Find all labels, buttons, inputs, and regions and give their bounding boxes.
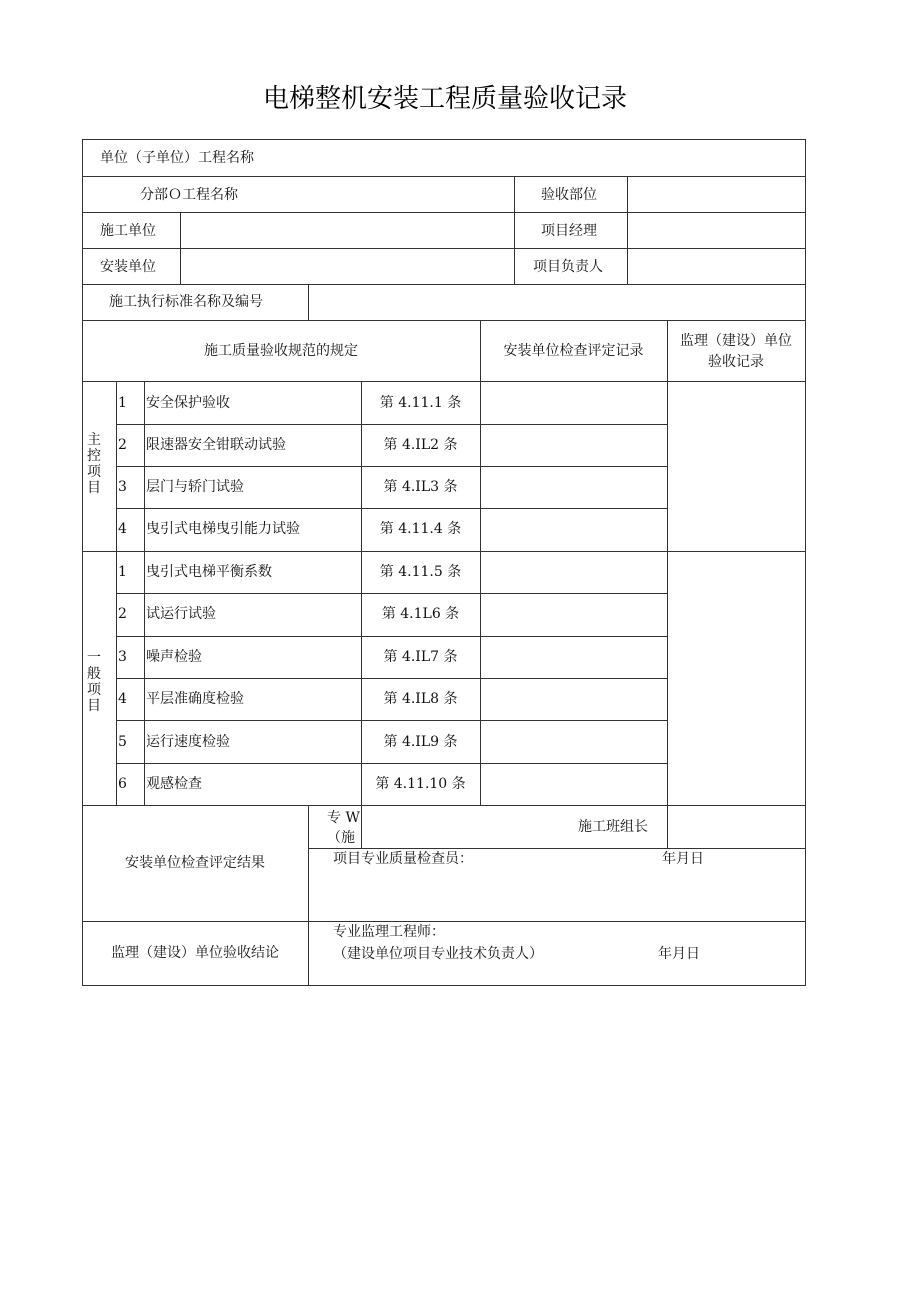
supervision-conclusion-label: 监理（建设）单位验收结论 [111, 945, 279, 961]
quality-inspector-label: 项目专业质量检查员： [333, 851, 473, 867]
prof-label-line2: （施 [327, 830, 355, 846]
sub-project-label: 分部Ｏ工程名称 [140, 187, 238, 203]
standard-label: 施工执行标准名称及编号 [109, 294, 263, 310]
acceptance-part-label: 验收部位 [541, 187, 597, 203]
item-num: 5 [118, 734, 127, 750]
item-clause: 第 4.11.10 条 [375, 776, 466, 792]
item-clause: 第 4.IL7 条 [383, 649, 458, 665]
unit-project-label: 单位（子单位）工程名称 [100, 150, 254, 166]
prof-label-line1: 专 W [327, 810, 360, 826]
item-name: 运行速度检验 [146, 734, 230, 750]
item-name: 试运行试验 [146, 606, 216, 622]
supervision-column-header-line2: 验收记录 [708, 354, 764, 370]
item-num: 2 [118, 606, 127, 622]
supervision-column-header-line1: 监理（建设）单位 [680, 333, 792, 349]
item-num: 3 [118, 479, 127, 495]
item-clause: 第 4.IL9 条 [383, 734, 458, 750]
team-leader-label: 施工班组长 [578, 819, 648, 835]
item-num: 4 [118, 521, 127, 537]
item-clause: 第 4.11.4 条 [379, 521, 462, 537]
item-clause: 第 4.IL8 条 [383, 691, 458, 707]
item-name: 安全保护验收 [146, 395, 230, 411]
item-name: 噪声检验 [146, 649, 202, 665]
result-date: 年月日 [662, 851, 704, 867]
item-num: 6 [118, 776, 127, 792]
main-control-group-label: 主 控 项 目 [87, 432, 101, 496]
item-clause: 第 4.11.1 条 [379, 395, 462, 411]
conclusion-date: 年月日 [658, 946, 700, 962]
item-name: 曳引式电梯曳引能力试验 [146, 521, 300, 537]
item-num: 4 [118, 691, 127, 707]
item-name: 限速器安全钳联动试验 [146, 437, 286, 453]
project-leader-label: 项目负责人 [533, 259, 603, 275]
item-name: 平层准确度检验 [146, 691, 244, 707]
item-num: 1 [118, 564, 127, 580]
item-clause: 第 4.IL2 条 [383, 437, 458, 453]
construction-unit-label: 施工单位 [100, 223, 156, 239]
project-manager-label: 项目经理 [541, 223, 597, 239]
item-clause: 第 4.IL3 条 [383, 479, 458, 495]
item-num: 2 [118, 437, 127, 453]
item-name: 层门与轿门试验 [146, 479, 244, 495]
page-title: 电梯整机安装工程质量验收记录 [262, 84, 627, 114]
install-result-label: 安装单位检查评定结果 [125, 855, 265, 871]
spec-column-header: 施工质量验收规范的规定 [204, 343, 358, 359]
install-check-column-header: 安装单位检查评定记录 [503, 343, 644, 359]
item-name: 观感检查 [146, 776, 202, 792]
item-num: 1 [118, 395, 127, 411]
supervision-engineer-label: 专业监理工程师： [333, 924, 445, 940]
item-num: 3 [118, 649, 127, 665]
owner-tech-leader-label: （建设单位项目专业技术负责人） [333, 946, 543, 962]
general-group-label: 一 般 项 目 [87, 650, 101, 714]
item-name: 曳引式电梯平衡系数 [146, 564, 272, 580]
item-clause: 第 4.1L6 条 [381, 606, 460, 622]
install-unit-label: 安装单位 [100, 259, 156, 275]
item-clause: 第 4.11.5 条 [379, 564, 462, 580]
